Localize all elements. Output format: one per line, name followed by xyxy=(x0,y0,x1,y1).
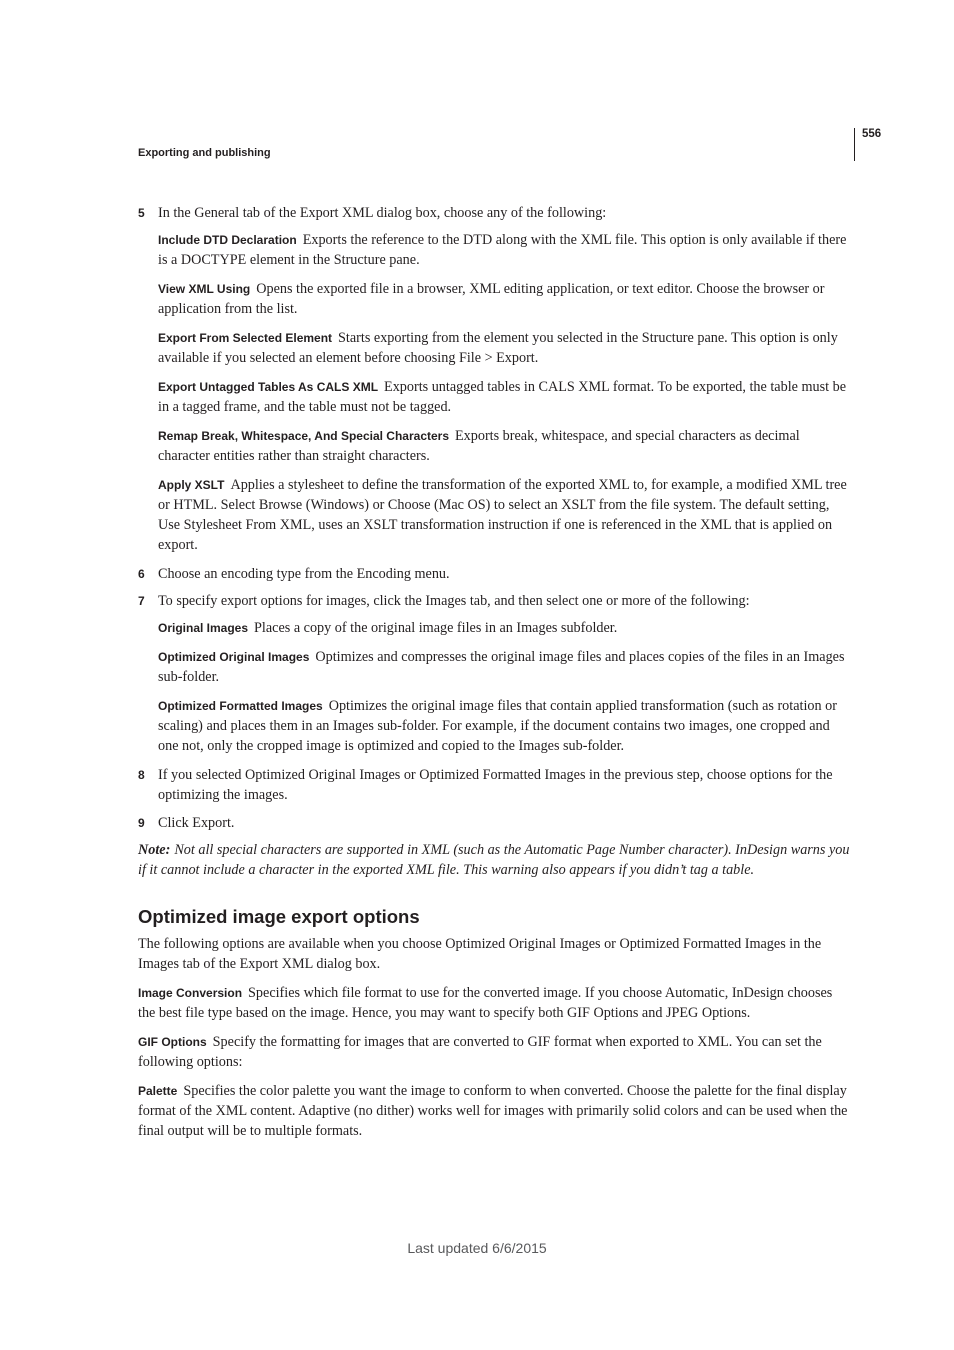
option-apply-xslt xyxy=(158,475,850,556)
option-term: Palette xyxy=(138,1083,178,1098)
option-desc: Exports break, whitespace, and special characters as decimal character entities rather than straight characters. xyxy=(158,427,800,465)
option-desc: Starts exporting from the element you selected in the Structure pane. This option is only available if you selected an element before choosing File > Export. xyxy=(158,330,838,367)
option-desc: Specifies which file format to use for the converted image. If you choose Automatic, InDesign chooses the best file type based on the image. Hence, you may want to specify both GIF Options and JPEG Options. xyxy=(138,985,833,1022)
step-7 xyxy=(138,591,850,611)
step-text: Click Export. xyxy=(158,814,235,831)
step-number: 7 xyxy=(138,594,145,609)
step-number: 5 xyxy=(138,206,145,220)
option-desc: Exports the reference to the DTD along with the XML file. This option is only available if there is a DOCTYPE element in the Structure pane. xyxy=(158,232,847,269)
option-term: Image Conversion xyxy=(138,986,243,1001)
step-number: 6 xyxy=(138,567,145,582)
option-gif-options xyxy=(138,1032,850,1072)
option-optimized-original-images xyxy=(158,647,850,687)
option-desc: Optimizes and compresses the original image files and places copies of the files in an Images sub-folder. xyxy=(158,649,845,686)
option-term: Optimized Formatted Images xyxy=(158,699,323,714)
option-image-conversion xyxy=(138,983,850,1023)
note xyxy=(138,840,850,880)
option-desc: Applies a stylesheet to define the transformation of the exported XML to, for example, a modified XML tree or HTML. Select Browse (Windows) or Choose (Mac OS) to select an XSLT from the file system. The default setting, Use Stylesheet From XML, uses an XSLT transformation instruction if one is referenced in the XML that is applied on export. xyxy=(158,476,847,554)
option-desc: Specifies the color palette you want the image to conform to when converted. Choose the palette for the final display format of the XML content. Adaptive (no dither) works well for images with primarily solid colors and can be used when the final output will be to multiple formats. xyxy=(138,1082,848,1140)
option-export-untagged-tables xyxy=(158,377,850,417)
option-desc: Opens the exported file in a browser, XML editing application, or text editor. Choose the browser or application from the list. xyxy=(158,281,825,318)
page-content xyxy=(138,203,850,1150)
option-desc: Specify the formatting for images that are converted to GIF format when exported to XML. You can set the following options: xyxy=(138,1034,822,1071)
page-number: 556 xyxy=(862,128,882,140)
header-rule xyxy=(854,128,855,161)
option-desc: Places a copy of the original image files in an Images subfolder. xyxy=(254,620,618,637)
option-remap-break xyxy=(158,426,850,466)
option-term: Remap Break, Whitespace, And Special Characters xyxy=(158,428,449,443)
step-number: 8 xyxy=(138,768,145,783)
option-original-images xyxy=(158,618,850,638)
step-number: 9 xyxy=(138,815,145,830)
option-desc: Optimizes the original image files that contain applied transformation (such as rotation or scaling) and places them in an Images sub-folder. For example, if the document contains two images, one cropped and one not, only the cropped image is optimized and copied to the Images sub-folder. xyxy=(158,698,837,755)
option-term: Export From Selected Element xyxy=(158,331,333,346)
option-desc: Exports untagged tables in CALS XML format. To be exported, the table must be in a tagged frame, and the table must not be tagged. xyxy=(158,378,847,416)
option-export-from-selected xyxy=(158,328,850,368)
option-term: GIF Options xyxy=(138,1035,207,1049)
option-view-xml-using xyxy=(158,279,850,319)
step-8 xyxy=(138,765,850,805)
option-term: View XML Using xyxy=(158,282,251,297)
option-optimized-formatted-images xyxy=(158,696,850,757)
section-intro: The following options are available when you choose Optimized Original Images or Optimized Formatted Images in the Images tab of the Export XML dialog box. xyxy=(138,936,822,973)
option-term: Export Untagged Tables As CALS XML xyxy=(158,379,379,394)
option-term: Include DTD Declaration xyxy=(158,233,297,248)
option-term: Apply XSLT xyxy=(158,477,225,492)
option-term: Original Images xyxy=(158,621,249,636)
option-include-dtd xyxy=(158,230,850,270)
step-text: Choose an encoding type from the Encoding menu. xyxy=(158,566,450,583)
step-6 xyxy=(138,564,850,584)
step-5 xyxy=(138,203,850,223)
note-text: Not all special characters are supported in XML (such as the Automatic Page Number character). InDesign warns you if it cannot include a character in the exported XML file. This warning also appears if you didn’t tag a table. xyxy=(138,841,850,878)
option-palette xyxy=(138,1081,850,1142)
note-label: Note: xyxy=(138,841,171,858)
step-text: In the General tab of the Export XML dialog box, choose any of the following: xyxy=(158,205,607,221)
section-heading: Optimized image export options xyxy=(138,906,420,928)
running-header: Exporting and publishing xyxy=(138,147,271,159)
step-text: If you selected Optimized Original Images or Optimized Formatted Images in the previous step, choose options for the optimizing the images. xyxy=(158,767,833,804)
step-text: To specify export options for images, click the Images tab, and then select one or more of the following: xyxy=(158,593,750,610)
step-9 xyxy=(138,813,850,833)
option-term: Optimized Original Images xyxy=(158,650,310,665)
footer-last-updated: Last updated 6/6/2015 xyxy=(407,1240,547,1256)
